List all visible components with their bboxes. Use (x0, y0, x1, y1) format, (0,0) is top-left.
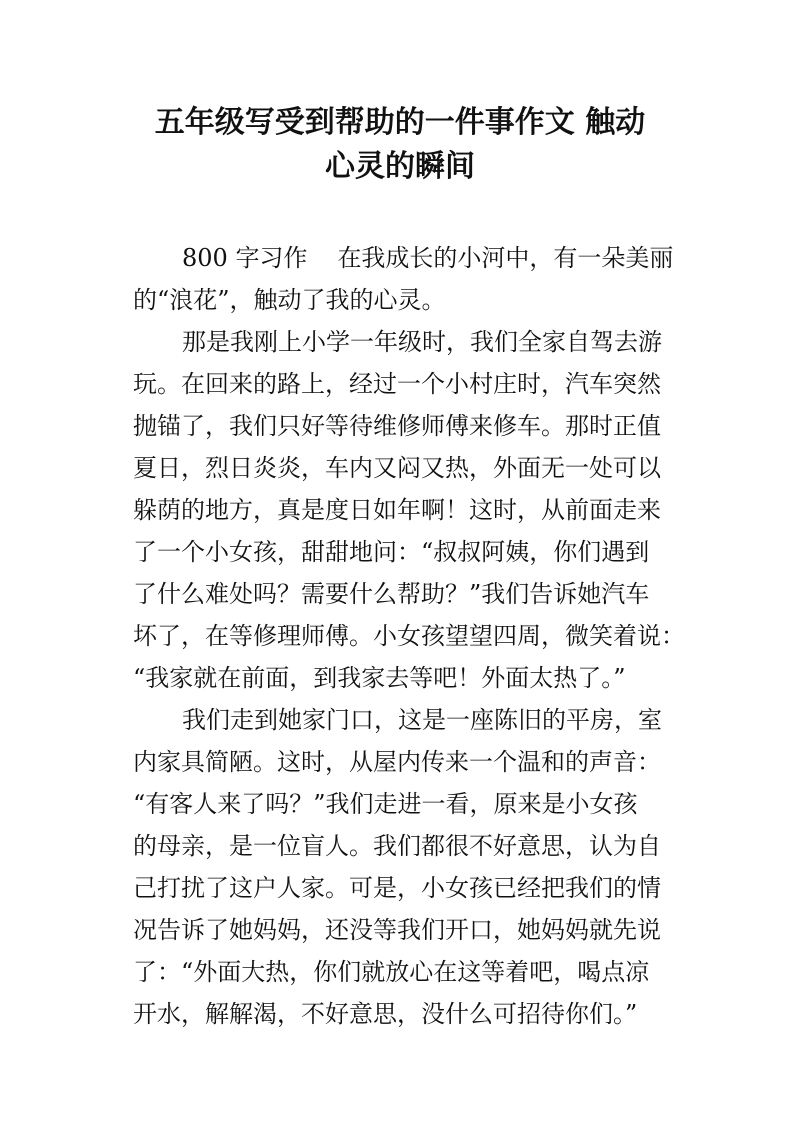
paragraph-1-line-1 (133, 238, 727, 278)
paragraph-3-line-8: 开水，解解渴，不好意思，没什么可招待你们。” (133, 1000, 638, 1028)
paragraph-2-line-7: 了什么难处吗？需要什么帮助？”我们告诉她汽车 (133, 580, 650, 608)
document-title-line-2: 心灵的瞬间 (325, 149, 475, 184)
paragraph-3-line-6: 况告诉了她妈妈，还没等我们开口，她妈妈就先说 (133, 916, 661, 944)
paragraph-3-line-2: 内家具简陋。这时，从屋内传来一个温和的声音： (133, 748, 661, 776)
paragraph-3-line-5: 己打扰了这户人家。可是，小女孩已经把我们的情 (133, 874, 661, 902)
paragraph-3-line-4: 的母亲，是一位盲人。我们都很不好意思，认为自 (133, 832, 661, 860)
paragraph-3-line-1: 我们走到她家门口，这是一座陈旧的平房，室 (182, 706, 662, 734)
paragraph-2-line-3: 抛锚了，我们只好等待维修师傅来修车。那时正值 (133, 412, 661, 440)
paragraph-1-text: 在我成长的小河中，有一朵美丽 (337, 244, 674, 272)
paragraph-2-line-8: 坏了，在等修理师傅。小女孩望望四周，微笑着说： (133, 622, 685, 650)
paragraph-2-line-5: 躲荫的地方，真是度日如年啊！这时，从前面走来 (133, 496, 661, 524)
document-title-line-1: 五年级写受到帮助的一件事作文 触动 (154, 105, 646, 140)
paragraph-2-line-4: 夏日，烈日炎炎，车内又闷又热，外面无一处可以 (133, 454, 661, 482)
paragraph-2-line-9: “我家就在前面，到我家去等吧！外面太热了。” (133, 664, 626, 692)
paragraph-2-line-1: 那是我刚上小学一年级时，我们全家自驾去游 (182, 328, 662, 356)
paragraph-3-line-7: 了：“外面大热，你们就放心在这等着吧，喝点凉 (133, 958, 650, 986)
paragraph-2-line-6: 了一个小女孩，甜甜地问：“叔叔阿姨，你们遇到 (133, 538, 650, 566)
paragraph-1-line-2: 的“浪花”，触动了我的心灵。 (133, 286, 446, 314)
paragraph-3-line-3: “有客人来了吗？”我们走进一看，原来是小女孩 (133, 790, 638, 818)
lead-label: 800 字习作 (182, 244, 308, 272)
paragraph-2-line-2: 玩。在回来的路上，经过一个小村庄时，汽车突然 (133, 370, 661, 398)
